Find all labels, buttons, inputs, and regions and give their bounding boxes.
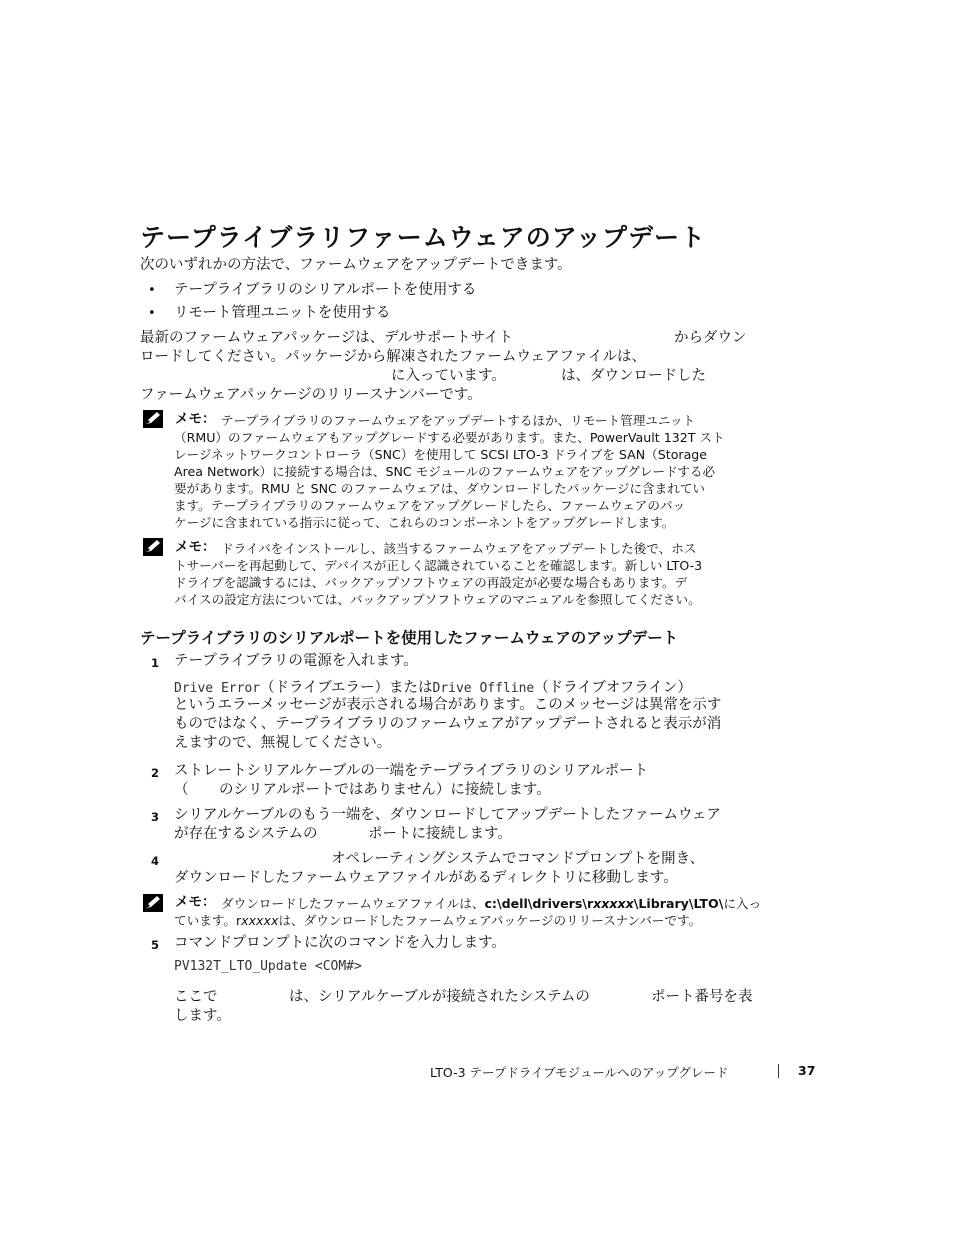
step-text: ストレートシリアルケーブルの一端をテープライブラリのシリアルポート xyxy=(174,763,649,779)
paragraph-line: ロードしてください。パッケージから解凍されたファームウェアファイルは、 xyxy=(140,349,647,365)
paragraph-line: ファームウェアパッケージのリリースナンバーです。 xyxy=(140,387,482,403)
step-text: シリアルケーブルのもう一端を、ダウンロードしてアップデートしたファームウェア xyxy=(174,807,721,823)
pencil-note-icon xyxy=(142,893,164,913)
bullet-dot: • xyxy=(148,306,156,321)
note-text-span: ダウンロードしたファームウェアファイルは、 xyxy=(221,896,485,911)
step-text: コマンドプロンプトに次のコマンドを入力します。 xyxy=(174,935,506,951)
step-text: ポート番号を表 xyxy=(651,989,753,1005)
step-text: オペレーティングシステムでコマンドプロンプトを開き、 xyxy=(331,851,705,867)
step-text: ここで xyxy=(174,989,218,1005)
bullet-item: テープライブラリのシリアルポートを使用する xyxy=(174,282,477,298)
note-text-span: ています。r xyxy=(174,913,242,928)
note-line: 要があります。RMU と SNC のファームウェアは、ダウンロードしたパッケージに含まれてい xyxy=(174,481,706,496)
step-text: のシリアルポートではありません）に接続します。 xyxy=(219,782,551,798)
note-label: メモ： xyxy=(175,411,216,427)
step-number: 4 xyxy=(151,854,160,868)
step-text: ダウンロードしたファームウェアファイルがあるディレクトリに移動します。 xyxy=(174,870,678,886)
note-line: ケージに含まれている指示に従って、これらのコンポーネントをアップグレードします。 xyxy=(174,515,675,530)
note-line: ドライバをインストールし、該当するファームウェアをアップデートした後で、ホス xyxy=(221,541,697,556)
note-line: ます。テープライブラリのファームウェアをアップグレードしたら、ファームウェアのパッ xyxy=(174,498,686,513)
note-text-span: に入っ xyxy=(723,896,762,911)
path-text: xxxxx xyxy=(593,896,634,911)
note-line: （RMU）のファームウェアもアップグレードする必要があります。また、PowerVault 132T スト xyxy=(174,430,725,445)
bullet-dot: • xyxy=(148,283,156,298)
page-number: 37 xyxy=(798,1063,816,1078)
intro-text: 次のいずれかの方法で、ファームウェアをアップデートできます。 xyxy=(140,257,572,273)
step-detail: ものではなく、テープライブラリのファームウェアがアップデートされると表示が消 xyxy=(174,716,722,732)
path-text: c:\dell\drivers\r xyxy=(484,896,594,911)
note-label: メモ： xyxy=(175,539,216,555)
command-text: PV132T_LTO_Update <COM#> xyxy=(174,959,362,974)
step-text: （ xyxy=(174,782,189,798)
note-line xyxy=(221,895,761,912)
note-label: メモ： xyxy=(175,894,216,910)
step-number: 1 xyxy=(151,656,160,670)
note-line: バイスの設定方法については、バックアップソフトウェアのマニュアルを参照してください。 xyxy=(174,592,701,607)
step-text: が存在するシステムの xyxy=(174,826,318,842)
note-line: Area Network）に接続する場合は、SNC モジュールのファームウェアをアップグレードする必 xyxy=(174,464,716,479)
step-number: 5 xyxy=(151,938,160,952)
pencil-note-icon xyxy=(142,537,164,557)
note-line: レージネットワークコントローラ（SNC）を使用して SCSI LTO-3 ドライブを SAN（Storage xyxy=(174,447,708,462)
paragraph-line: からダウン xyxy=(674,330,747,346)
footer-chapter: LTO-3 テープドライブモジュールへのアップグレード xyxy=(430,1065,729,1080)
subsection-title: テープライブラリのシリアルポートを使用したファームウェアのアップデート xyxy=(140,629,679,647)
code-drive-error: Drive Error xyxy=(174,681,261,696)
step-detail: えますので、無視してください。 xyxy=(174,735,392,751)
path-text: \Library\LTO\ xyxy=(633,896,724,911)
step-detail: というエラーメッセージが表示される場合があります。このメッセージは異常を示す xyxy=(174,697,722,713)
note-line: ドライブを認識するには、バックアップソフトウェアの再設定が必要な場合もあります。デ xyxy=(174,575,688,590)
note-text-span: xxxxx xyxy=(241,913,279,928)
page-title: テープライブラリファームウェアのアップデート xyxy=(140,223,707,252)
footer-separator xyxy=(778,1064,779,1078)
step-text-span: （ドライブエラー）または xyxy=(260,680,433,696)
note-line xyxy=(174,912,701,929)
code-drive-offline: Drive Offline xyxy=(432,681,535,696)
step-detail-line xyxy=(174,677,692,698)
step-number: 2 xyxy=(151,766,160,780)
paragraph-line: に入っています。 xyxy=(391,368,506,384)
pencil-note-icon xyxy=(142,409,164,429)
paragraph-line: は、ダウンロードした xyxy=(561,368,706,384)
step-text: します。 xyxy=(174,1008,231,1024)
note-line: テープライブラリのファームウェアをアップデートするほか、リモート管理ユニット xyxy=(221,413,696,428)
bullet-item: リモート管理ユニットを使用する xyxy=(174,305,391,321)
step-text: ポートに接続します。 xyxy=(368,826,512,842)
step-text: テープライブラリの電源を入れます。 xyxy=(174,653,418,669)
note-line: トサーバーを再起動して、デバイスが正しく認識されていることを確認します。新しい LTO-3 xyxy=(174,558,703,573)
note-text-span: は、ダウンロードしたファームウェアパッケージのリリースナンバーです。 xyxy=(278,913,702,928)
step-number: 3 xyxy=(151,810,160,824)
step-text: は、シリアルケーブルが接続されたシステムの xyxy=(289,989,590,1005)
step-text-span: （ドライブオフライン） xyxy=(534,680,692,696)
paragraph-line: 最新のファームウェアパッケージは、デルサポートサイト xyxy=(140,330,513,346)
